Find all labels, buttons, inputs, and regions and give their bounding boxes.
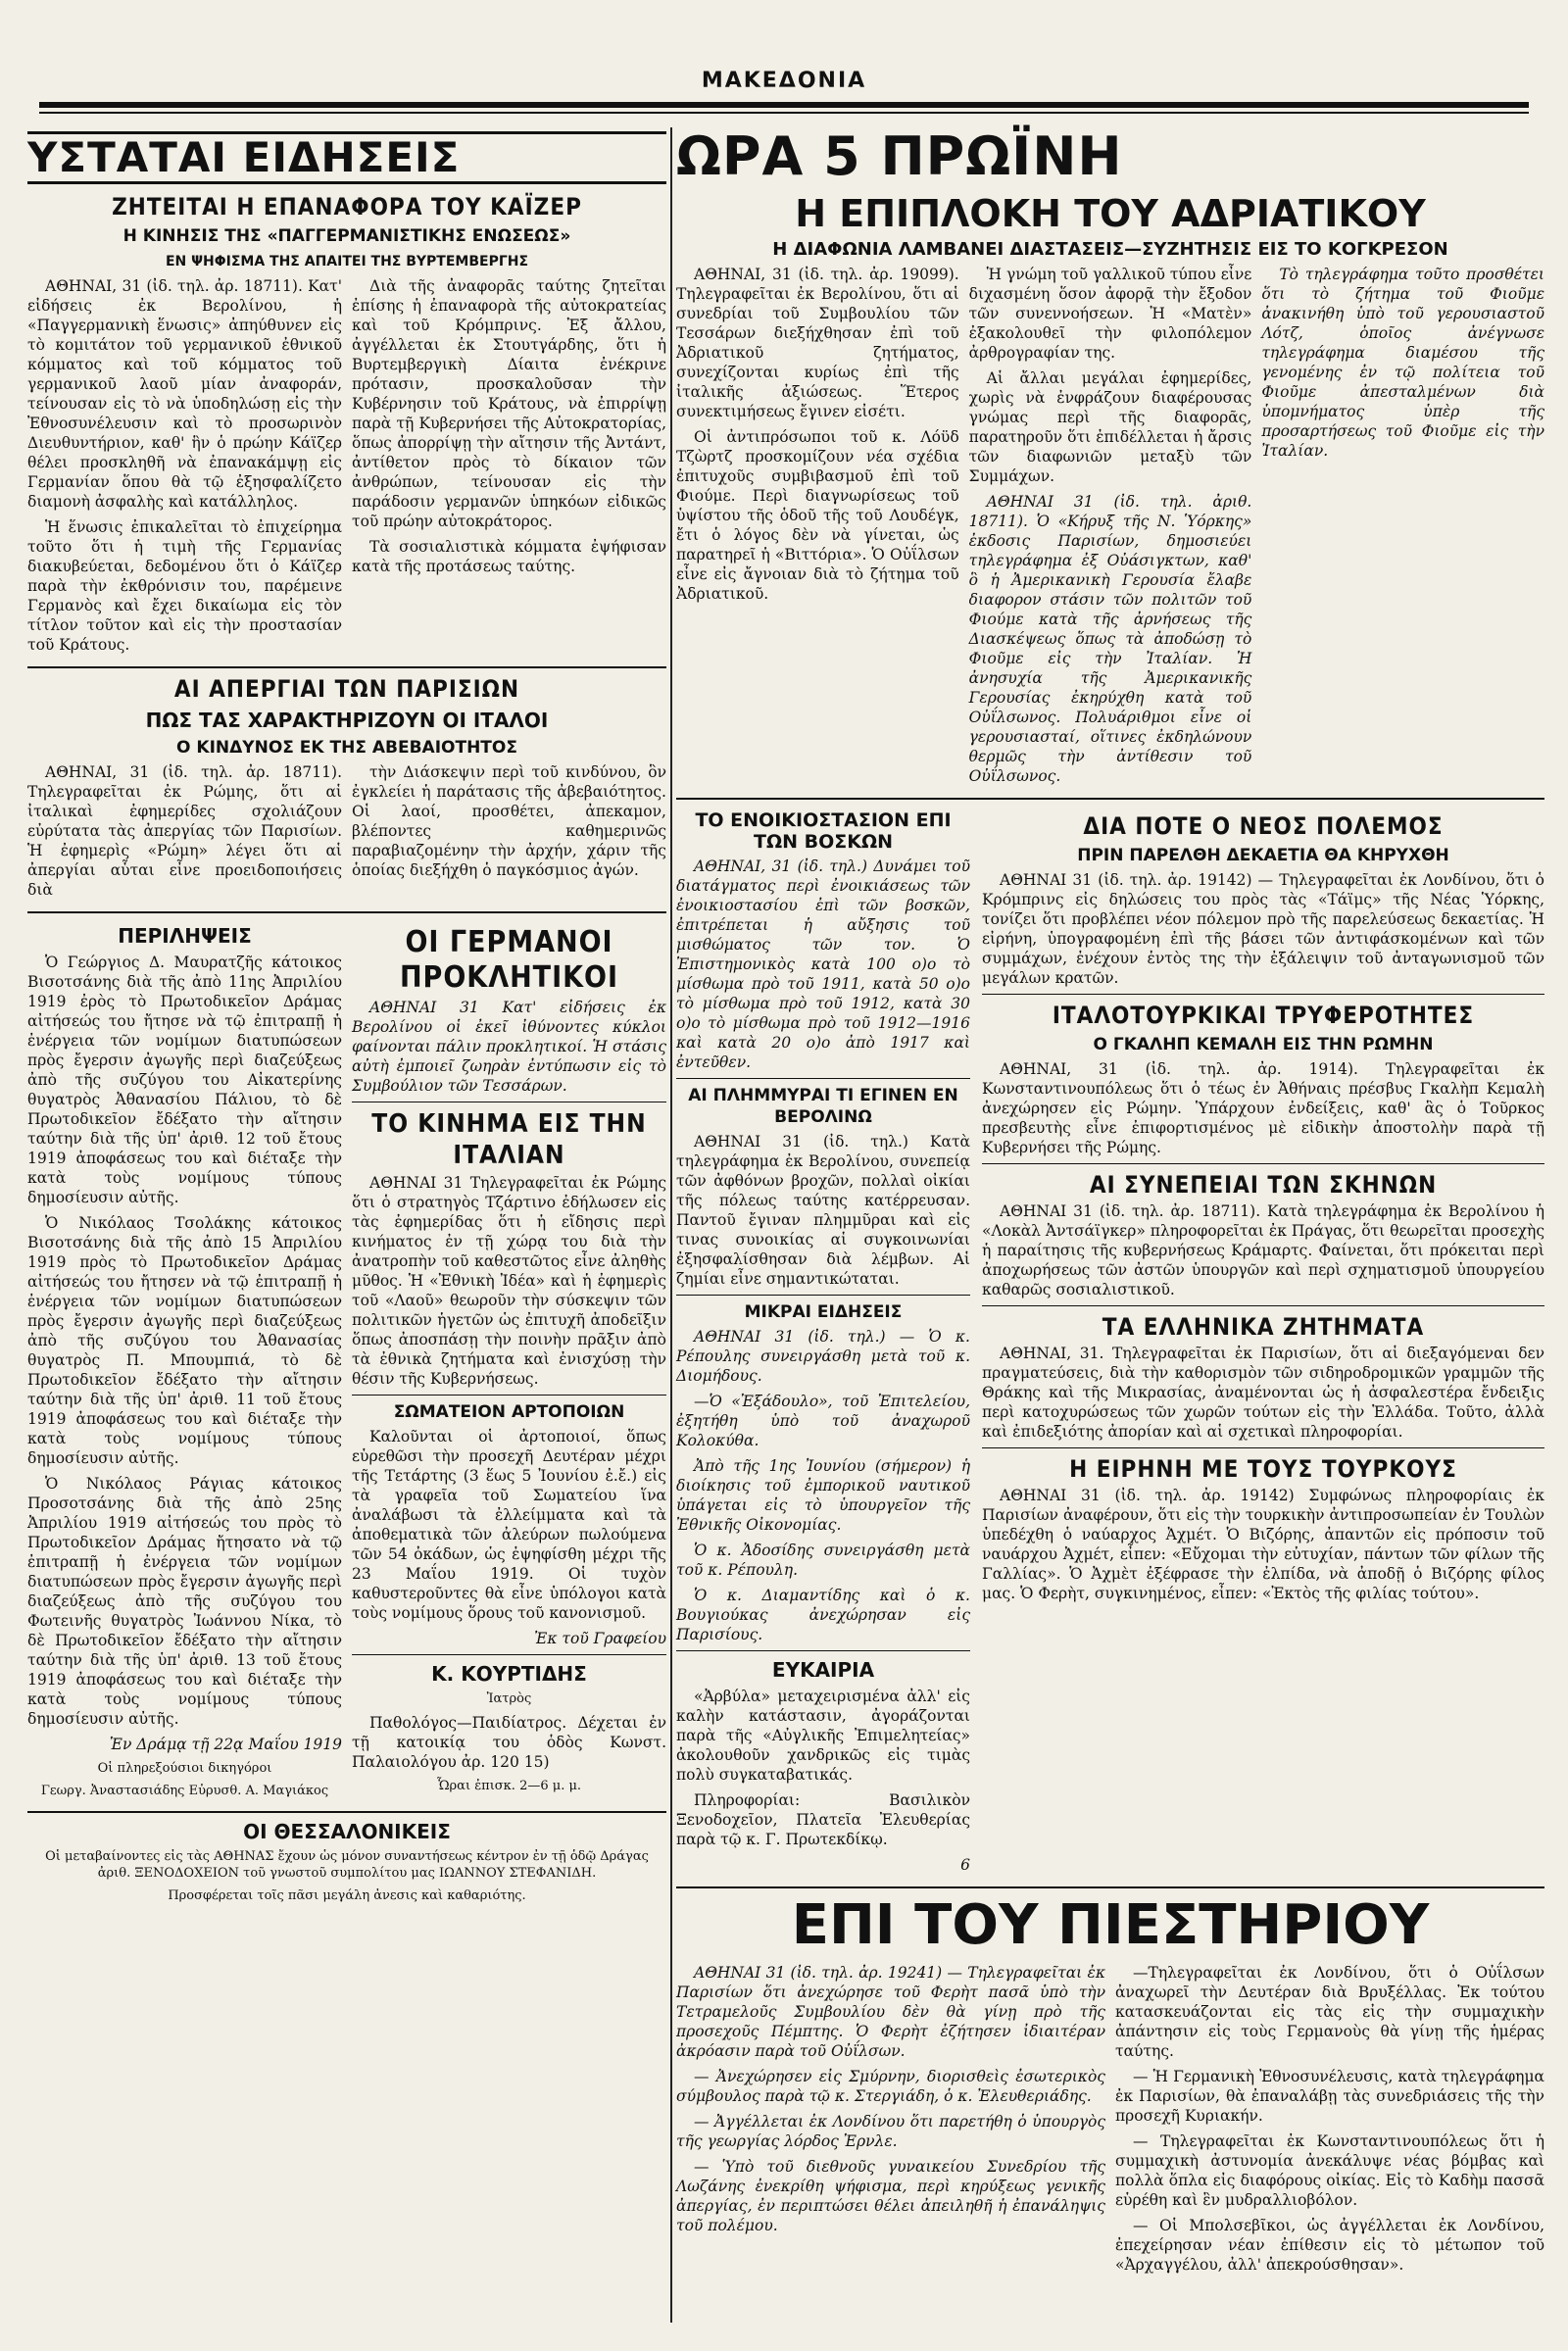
adriatic-subheadline: Η ΔΙΑΦΩΝΙΑ ΛΑΜΒΑΝΕΙ ΔΙΑΣΤΑΣΕΙΣ—ΣΥΖΗΤΗΣΙΣ ΕΙΣ ΤΟ ΚΟΓΚΡΕΣΟΝ [772,239,1448,260]
summary-paragraph: Ὁ Γεώργιος Δ. Μαυρατζῆς κάτοικος Βισοτσάνης διὰ τῆς ἀπὸ 11ης Ἀπριλίου 1919 ἐρὸς τὸ Πρωτοδικεῖον Δράμας αἰτήσεώς του ἤτησε νὰ τῷ ἐπιτραπῇ ἡ ἐνέργεια τῶν νομίμων διατυπώσεων πρὸς ἔγερσιν ἀγωγῆς περὶ διαζεύξεως ἀπὸ τῆς συζύγου του Αἰκατερίνης θυγατρὸς Ἀθανασίου Πάλιου, τὸ δὲ Πρωτοδικεῖον ἔδέξατο τὴν αἴτησιν ταύτην διὰ τῆς ὑπ' ἀριθ. 12 τοῦ ἔτους 1919 ἀποφάσεως του καὶ διέταξε τὴν κατὰ τοὺς νομίμους τύπους δημοσίευσιν αὐτῆς. [27,954,342,1206]
strikes-headline: ΑΙ ΑΠΕΡΓΙΑΙ ΤΩΝ ΠΑΡΙΣΙΩΝ [173,675,520,703]
strikes-article [27,762,666,906]
germans-paragraph: ΑΘΗΝΑΙ 31 Κατ' εἰδήσεις ἐκ Βερολίνου οἱ ἐκεῖ ἰθύνοντες κύκλοι φαίνονται πάλιν προκλητικοί. Ἡ στάσις αὐτὴ ἐμποιεῖ ζωηρὰν ἐντύπωσιν εἰς τὸ Συμβούλιον τῶν Τεσσάρων. [352,999,666,1095]
press-paragraph: — Ἀγγέλλεται ἐκ Λονδίνου ὅτι παρετήθη ὁ ὑπουργὸς τῆς γεωργίας λόρδος Ἐρνλε. [676,2113,1105,2150]
floods-headline: ΑΙ ΠΛΗΜΜΥΡΑΙ ΤΙ ΕΓΙΝΕΝ ΕΝ ΒΕΡΟΛΙΝΩ [688,1086,958,1127]
strikes-paragraph: ΑΘΗΝΑΙ, 31 (ἰδ. τηλ. ἀρ. 18711). Τηλεγραφεῖται ἐκ Ρώμης, ὅτι αἱ ἰταλικαὶ ἐφημερίδες σχολιάζουν εὐρύτατα τὰς ἀπεργίας τῶν Παρισίων. Ἡ ἐφημερὶς «Ρώμη» λέγει ὅτι αἱ ἀπεργίαι αὗται εἶνε προειδοποιήσεις διὰ [27,763,342,899]
summary-sign-role: Οἱ πληρεξούσιοι δικηγόροι [97,1761,272,1776]
separator [676,798,1544,800]
adriatic-article [676,265,1544,792]
italy-movement-paragraph: ΑΘΗΝΑΙ 31 Τηλεγραφεῖται ἐκ Ρώμης ὅτι ὁ στρατηγὸς Τζάρτινο ἐδήλωσεν εἰς τὰς ἐφημερίδας ὅτι ἡ εἴδησις περὶ κινήματος ἐν τῇ χώρᾳ του διὰ τὴν ἀνατροπὴν τοῦ καθεστῶτος εἶνε ἀληθὴς μῦθος. Ἡ «Ἐθνικὴ Ἰδέα» καὶ ἡ ἐφημερὶς τοῦ «Λαοῦ» θεωροῦν τὴν σύσκεψιν τῶν πολιτικῶν ἡγετῶν ὡς ἐπιτυχῆ ἀποδεῖξιν ὅπως ἀποσπάσῃ τὴν ποινὴν πρᾶξιν ἀπὸ τὰ ἐθνικὰ ζητήματα καὶ ἐνισχύσῃ τὴν θέσιν τῆς Κυβερνήσεως. [352,1174,666,1388]
peace-turks-headline: Η ΕΙΡΗΝΗ ΜΕ ΤΟΥΣ ΤΟΥΡΚΟΥΣ [1069,1455,1457,1483]
brief-news-item: Ἀπὸ τῆς 1ης Ἰουνίου (σήμερον) ἡ διοίκησις τοῦ ἐμπορικοῦ ναυτικοῦ ὑπάγεται εἰς τὸ ὑπουργεῖον τῆς Ἐθνικῆς Οἰκονομίας. [676,1457,970,1534]
kaiser-paragraph: ΑΘΗΝΑΙ, 31 (ἰδ. τηλ. ἀρ. 18711). Κατ' εἰδήσεις ἐκ Βερολίνου, ἡ «Παγγερμανικὴ ἕνωσις» ἀπηύθυνεν εἰς τὸ κομιτάτον τοῦ γερμανικοῦ ἐθνικοῦ κόμματος καὶ τοῦ κόμματος τοῦ γερμανικοῦ λαοῦ μίαν ἀναφοράν, τείνουσαν εἰς τὸ νὰ ὑποδηλώσῃ εἰς τὴν Ἐθνοσυνέλευσιν καὶ τὸ προσωρινὸν Διευθυντήριον, καθ' ἣν ὁ πρώην Κάϊζερ θέλει προσκληθῆ νὰ ἐπανακάμψῃ εἰς Γερμανίαν ὅπου θὰ τῷ ἐξησφαλίζετο διαμονὴ ἀσφαλὴς καὶ κατάλληλος. [27,277,342,511]
consequences-headline: ΑΙ ΣΥΝΕΠΕΙΑΙ ΤΩΝ ΣΚΗΝΩΝ [1089,1171,1438,1199]
doctor-name: Κ. ΚΟΥΡΤΙΔΗΣ [431,1662,587,1686]
press-paragraph: ΑΘΗΝΑΙ 31 (ἰδ. τηλ. ἀρ. 19241) — Τηλεγραφεῖται ἐκ Παρισίων ὅτι ἀνεχώρησε τοῦ Φερὴτ πασᾶ ὑπὸ τὴν Τετραμελοῦς Συμβουλίου δὲν θὰ γίνῃ πρὸ τῆς προσεχοῦς Πέμπτης. Ὁ Φερὴτ ἐζήτησεν ἰδιαιτέραν ἀκρόασιν παρὰ τοῦ Οὐΐλσων. [676,1964,1105,2060]
brief-news-item: —Ὁ «Ἐξάδουλο», τοῦ Ἐπιτελείου, ἐξητήθη ὑπὸ τοῦ ἀναχωροῦ Κολοκύθα. [676,1393,970,1449]
separator [27,1811,666,1813]
new-war-subheadline: ΠΡΙΝ ΠΑΡΕΛΘΗ ΔΕΚΑΕΤΙΑ ΘΑ ΚΗΡΥΧΘΗ [1077,846,1449,865]
adriatic-paragraph: ΑΘΗΝΑΙ 31 (ἰδ. τηλ. ἀριθ. 18711). Ὁ «Κήρυξ τῆς Ν. Ὑόρκης» ἐκδοσις Παρισίων, δημοσιεύει τηλεγράφημα ἐξ Οὐάσιγκτων, καθ' ὃ ἡ Ἀμερικανικὴ Γερουσία ἔλαβε διαφορον στάσιν τῶν πολιτῶν τοῦ Φιούμε κατὰ τῆς ἀρνήσεως τῆς Διασκέψεως ὅπως τὰ ἀποδώσῃ τὸ Φιοῦμε εἰς τὴν Ἰταλίαν. Ἡ ἀνησυχία τῆς Ἀμερικανικῆς Γερουσίας ἐκηρύχθη κατὰ τοῦ Οὐΐλσωνος. Πολυάριθμοι εἶνε οἱ γερουσιασταί, οἵτινες ἐκδηλώνουν θερμῶς τὴν ἀντίθεσιν τοῦ Οὐΐλσωνος. [968,493,1252,785]
brief-news-headline: ΜΙΚΡΑΙ ΕΙΔΗΣΕΙΣ [744,1302,903,1322]
kaiser-paragraph: Ἡ ἕνωσις ἐπικαλεῖται τὸ ἐπιχείρημα τοῦτο ὅτι ἡ τιμὴ τῆς Γερμανίας διακυβεύεται, δεδομένου ὅτι ὁ Κάϊζερ παρὰ τὴν ἐκθρόνισιν του, παρέμεινε Γερμανὸς καὶ ἔχει δικαίωμα εἰς τὸν τίτλον τοῦτον καὶ εἰς τὴν προστασίαν τοῦ Κράτους. [27,518,342,654]
separator [676,1295,970,1296]
greek-issues-paragraph: ΑΘΗΝΑΙ, 31. Τηλεγραφεῖται ἐκ Παρισίων, ὅτι αἱ διεξαγόμεναι δεν πραγματεύσεις, διὰ τὴν καθορισμὸν τῶν σιδηροδρομικῶν γραμμῶν τῆς Θράκης καὶ τῆς Μικρασίας, ἀναμένονται ὡς ἡ ἀσφαλεστέρα ἔνδειξις περὶ κατοχυρώσεως τῶν χωρῶν τούτων εἰς τὴν Ἑλλάδα. Τοῦτο, ἀλλὰ καὶ ἐπιδεξιότης ἀπορίαν καὶ αἱ σχετικαὶ πληροφορίαι. [982,1345,1544,1441]
peace-turks-paragraph: ΑΘΗΝΑΙ 31 (ἰδ. τηλ. ἀρ. 19142) Συμφώνως πληροφορίαις ἐκ Παρισίων ἀναφέρουν, ὅτι εἰς τὴν τουρκικὴν ἀντιπροσωπείαν ἐν Τουλὼν ὑπεδέχθη ὁ ναύαρχος Ἀχμέτ. Ὁ Βιζόρης, ἀπαντῶν εἰς πρόποσιν τοῦ ναυάρχου Ἀχμέτ, εἶπεν: «Εὔχομαι τὴν εὐτυχίαν, πάντων τῶν φίλων τῆς Γαλλίας». Ὁ Ἀχμὲτ ἐξέφρασε τὴν ἐλπίδα, νὰ ἀποδῇ ὁ Βιζόρης φίλος μας. Ὁ Φερὴτ, συγκινημένος, εἶπεν: «Ἐκτὸς τῆς φιλίας τούτου». [982,1487,1544,1602]
right-middle-section [676,806,1544,1881]
press-paragraph: — Οἱ Μπολσεβῖκοι, ὡς ἀγγέλλεται ἐκ Λονδίνου, ἐπεχείρησαν νέαν ἐπίθεσιν εἰς τὸ μέτωπον τοῦ «Ἀρχαγγέλου, ἀλλ' ἀπεκρούσθησαν». [1115,2217,1544,2274]
summaries-heading: ΠΕΡΙΛΗΨΕΙΣ [118,924,252,948]
summary-sign-date: Ἐν Δράμᾳ τῇ 22ᾳ Μαΐου 1919 [109,1736,342,1753]
right-narrow-column [676,806,970,1881]
kaiser-subheadline-2: ΕΝ ΨΗΦΙΣΜΑ ΤΗΣ ΑΠΑΙΤΕΙ ΤΗΣ ΒΥΡΤΕΜΒΕΡΓΗΣ [165,254,529,269]
press-paragraph: — Ἀνεχώρησεν εἰς Σμύρνην, διορισθεὶς ἐσωτερικὸς σύμβουλος παρὰ τῷ κ. Στεργιάδη, ὁ κ. Ἐλευθεριάδης. [676,2068,1105,2105]
opportunity-paragraph: Πληροφορίαι: Βασιλικὸν Ξενοδοχεῖον, Πλατεῖα Ἐλευθερίας παρὰ τῷ κ. Γ. Πρωτεκδίκῳ. [676,1791,970,1848]
doctor-title: Ἰατρὸς [486,1691,532,1706]
separator [27,666,666,668]
adriatic-paragraph: Ἡ γνώμη τοῦ γαλλικοῦ τύπου εἶνε διχασμένη ὅσον ἀφορᾷ τὴν ἔξοδον τῶν συνεννοήσεων. Ἡ «Ματὲν» ἐξακολουθεῖ τὴν φιλοπόλεμον ἀρθρογραφίαν της. [968,266,1252,362]
latest-news-banner: ΥΣΤΑΤΑΙ ΕΙΔΗΣΕΙΣ [27,131,666,184]
consequences-paragraph: ΑΘΗΝΑΙ 31 (ἰδ. τηλ. ἀρ. 18711). Κατὰ τηλεγράφημα ἐκ Βερολίνου ἡ «Λοκὰλ Ἀντσάϊγκερ» πληροφορεῖται ἐκ Πράγας, ὅτι θεωρεῖται προσεχὴς ἡ παραίτησις τῆς κυβερνήσεως Κράμαρτς. Φαίνεται, ὅτι πρόκειται περὶ ἀποχωρήσεως τῶν ἀστῶν ὑπουργῶν καὶ περὶ σχηματισμοῦ ὑπουργείου καθαρῶς σοσιαλιστικοῦ. [982,1202,1544,1298]
right-column [676,127,1544,2280]
press-paragraph: — Ὑπὸ τοῦ διεθνοῦς γυναικείου Συνεδρίου τῆς Λωζάνης ἐνεκρίθη ψήφισμα, περὶ κηρύξεως γενικῆς ἀπεργίας, ἐν περιπτώσει θέλει ἀπειληθῆ ἡ ἐπανάληψις τοῦ πολέμου. [676,2158,1105,2234]
new-war-headline: ΔΙΑ ΠΟΤΕ Ο ΝΕΟΣ ΠΟΛΕΜΟΣ [1083,812,1444,840]
press-article [676,1963,1544,2280]
separator [676,1886,1544,1888]
separator [352,1654,666,1655]
doctor-paragraph: Παθολόγος—Παιδίατρος. Δέχεται ἐν τῇ κατοικίᾳ του ὁδὸς Κωνστ. Παλαιολόγου ἀρ. 120 15) [352,1714,666,1771]
left-column [27,127,666,1910]
strikes-subheadline-2: Ο ΚΙΝΔΥΝΟΣ ΕΚ ΤΗΣ ΑΒΕΒΑΙΟΤΗΤΟΣ [176,738,517,758]
strikes-subheadline: ΠΩΣ ΤΑΣ ΧΑΡΑΚΤΗΡΙΖΟΥΝ ΟΙ ΙΤΑΛΟΙ [145,709,549,732]
right-wide-column [982,806,1544,1881]
opportunity-headline: ΕΥΚΑΙΡΙΑ [771,1658,875,1682]
strikes-paragraph: τὴν Διάσκεψιν περὶ τοῦ κινδύνου, ὃν ἐγκλείει ἡ παράτασις τῆς ἀβεβαιότητος. Οἱ λαοί, προσθέτει, ἀπεκαμον, βλέποντες καθημερινῶς παραβιαζομένην τὴν ἀρχήν, χάριν τῆς ὁποίας διεξήχθη ὁ παγκόσμιος ἀγών. [352,763,666,879]
summary-paragraph: Ὁ Νικόλαος Τσολάκης κάτοικος Βισοτσάνης διὰ τῆς ἀπὸ 15 Ἀπριλίου 1919 πρὸς τὸ Πρωτοδικεῖον Δράμας αἰτήσεώς του ἤτησεν νὰ τῷ ἐπιτραπῇ ἡ ἐνέργεια τῶν νομίμων διατυπώσεων πρὸς ἔγερσιν ἀγωγῆς περὶ διαζεύξεως ἀπὸ τῆς συζύγου του Ἀθανασίας θυγατρὸς Π. Μπουμπιά, τὸ δὲ Πρωτοδικεῖον ἔδέξατο τὴν αἴτησιν ταύτην διὰ τῆς ὑπ' ἀριθ. 11 τοῦ ἔτους 1919 ἀποφάσεως του καὶ διέταξε τὴν κατὰ τοὺς νομίμους τύπους δημοσίευσιν αὐτῆς. [27,1214,342,1467]
italo-turkish-headline: ΙΤΑΛΟΤΟΥΡΚΙΚΑΙ ΤΡΥΦΕΡΟΤΗΤΕΣ [1052,1002,1475,1029]
rent-headline: ΤΟ ΕΝΟΙΚΙΟΣΤΑΣΙΟΝ ΕΠΙ ΤΩΝ ΒΟΣΚΩΝ [695,809,952,853]
column-divider [670,127,672,2323]
italy-movement-headline: ΤΟ ΚΙΝΗΜΑ ΕΙΣ ΤΗΝ ΙΤΑΛΙΑΝ [371,1109,647,1170]
press-paragraph: —Τηλεγραφεῖται ἐκ Λονδίνου, ὅτι ὁ Οὐΐλσων ἀναχωρεῖ τὴν Δευτέραν διὰ Βρυξέλλας. Ἐκ τούτου κατασκευάζονται εἰς τὰς εἰς τὴν συμμαχικὴν ἀπάντησιν εἰς τοὺς Γερμανοὺς θὰ γίνῃ τῆς ἡμέρας ταύτης. [1115,1964,1544,2060]
masthead: ΜΑΚΕΔΟΝΙΑ [701,69,867,93]
brief-news-item: Ὁ κ. Ἀδοσίδης συνειργάσθη μετὰ τοῦ κ. Ρέπουλη. [676,1542,970,1579]
kaiser-paragraph: Τὰ σοσιαλιστικὰ κόμματα ἐψήφισαν κατὰ τῆς προτάσεως ταύτης. [352,538,666,575]
adriatic-paragraph: Αἱ ἄλλαι μεγάλαι ἐφημερίδες, χωρὶς νὰ ἐνφράζουν διαφέρουσας γνώμας περὶ τῆς διαφορᾶς, παρατηροῦν ὅτι ἐπιδέλλεται ἡ ἄρσις τῶν διαφωνιῶν μεταξὺ τῶν Συμμάχων. [968,369,1252,485]
italo-turkish-subheadline: Ο ΓΚΑΛΗΠ ΚΕΜΑΛΗ ΕΙΣ ΤΗΝ ΡΩΜΗΝ [1093,1035,1434,1054]
separator [982,1163,1544,1164]
separator [982,1447,1544,1448]
top-rule [39,102,1529,108]
adriatic-headline: Η ΕΠΙΠΛΟΚΗ ΤΟΥ ΑΔΡΙΑΤΙΚΟΥ [795,192,1426,235]
new-war-paragraph: ΑΘΗΝΑΙ 31 (ἰδ. τηλ. ἀρ. 19142) — Τηλεγραφεῖται ἐκ Λονδίνου, ὅτι ὁ Κρόμπρινς εἰς δηλώσεις του πρὸς τὰς «Τάϊμς» τῆς Νέας Ὑόρκης, τονίζει ὅτι προβλέπει νέον πόλεμον πρὸ τῆς παρελεύσεως δεκαετίας. Ἡ εἰρήνη, ὑπογραφομένη ἐπὶ τῆς βάσει τῶν ἀντιφάσκομένων καὶ τῶν συμμάχων, ἐνέχουν ἐντὸς της τὴν ἐξάλειψιν τοῦ ἀνταγωνισμοῦ τῶν μεγάλων κρατῶν. [982,871,1544,987]
greek-issues-headline: ΤΑ ΕΛΛΗΝΙΚΑ ΖΗΤΗΜΑΤΑ [1102,1313,1425,1341]
left-side-column [352,919,666,1805]
floods-paragraph: ΑΘΗΝΑΙ 31 (ἰδ. τηλ.) Κατὰ τηλεγράφημα ἐκ Βερολίνου, συνεπείᾳ τῶν ἀφθόνων βροχῶν, πολλαὶ οἰκίαι τῆς πόλεως ταύτης κατέρρευσαν. Παντοῦ ἔγιναν πλημμῦραι καὶ εἰς τινας συνοικίας αἱ συγκοινωνίαι ἐξησφαλίσθησαν διὰ λέμβων. Αἱ ζημίαι εἶνε σημαντικώταται. [676,1133,970,1288]
bakers-union-headline: ΣΩΜΑΤΕΙΟΝ ΑΡΤΟΠΟΙΩΝ [393,1402,625,1422]
doctor-hours: Ὧραι ἐπισκ. 2—6 μ. μ. [436,1779,582,1793]
separator [676,1650,970,1651]
rent-paragraph: ΑΘΗΝΑΙ, 31 (ἰδ. τηλ.) Δυνάμει τοῦ διατάγματος περὶ ἐνοικιάσεως τῶν ἐνοικιοστασίου ἐπὶ τῶν βοσκῶν, ἐπιτρέπεται ἡ αὔξησις τοῦ μισθώματος τῶν τον. Ὁ Ἐπιστημονικὸς κατὰ 100 ο)ο τὸ μίσθωμα πρὸ τοῦ 1911, κατὰ 50 ο)ο τὸ μίσθωμα πρὸ τοῦ 1912, κατὰ 30 ο)ο τὸ μίσθωμα πρὸ τοῦ 1912—1916 καὶ κατὰ 20 ο)ο ἀπὸ 1917 καὶ ἐντεῦθεν. [676,857,970,1071]
bakers-union-paragraph: Καλοῦνται οἱ ἀρτοποιοί, ὅπως εὑρεθῶσι τὴν προσεχῆ Δευτέραν μέχρι τῆς Τετάρτης (3 ἕως 5 Ἰουνίου ἐ.ἔ.) εἰς τὰ γραφεῖα τοῦ Σωματείου ἵνα ἀναλάβωσι τὰ ἐλλείμματα καὶ τὰ ἀποθεματικὰ τῶν ἀλεύρων πωλούμενα τῶν 54 ὀκάδων, ὡς ἐψηφίσθη μέχρι τῆς 23 Μαΐου 1919. Οἱ τυχὸν καθυστεροῦντες θὰ εἶνε ὑπόλογοι κατὰ τοὺς νομίμους ὅρους τοῦ κανονισμοῦ. [352,1428,666,1622]
press-headline: ΕΠΙ ΤΟΥ ΠΙΕΣΤΗΡΙΟΥ [791,1893,1430,1957]
brief-news-item: ΑΘΗΝΑΙ 31 (ἰδ. τηλ.) — Ὁ κ. Ρέπουλης συνειργάσθη μετὰ τοῦ κ. Διομήδους. [676,1328,970,1385]
separator [982,994,1544,995]
adriatic-paragraph: ΑΘΗΝΑΙ, 31 (ἰδ. τηλ. ἀρ. 19099). Τηλεγραφεῖται ἐκ Βερολίνου, ὅτι αἱ συνεδρίαι τοῦ Συμβουλίου τῶν Τεσσάρων διεξήχθησαν ἐπὶ τοῦ Ἀδριατικοῦ ζητήματος, συνεχίζονται κυρίως ἐπὶ τῆς ἰταλικῆς ἀξιώσεως. Ἕτερος συνεκτιμήσεως ἔγινεν εἰσέτι. [676,266,959,420]
separator [982,1305,1544,1306]
edition-time-banner: ΩΡΑ 5 ΠΡΩΪΝΗ [676,125,1123,187]
press-paragraph: — Τηλεγραφεῖται ἐκ Κωνσταντινουπόλεως ὅτι ἡ συμμαχικὴ ἀστυνομία ἀνεκάλυψε νέας βόμβας καὶ πολλὰ ὅπλα εἰς διαφόρους οἰκίας. Εἰς τὸ Καδὴμ πασσᾶ εὑρέθη καὶ ἓν μυδραλλιοβόλον. [1115,2132,1544,2209]
separator [352,1395,666,1396]
top-rule-thin [39,112,1529,114]
opportunity-number: 6 [960,1856,970,1874]
adriatic-paragraph: Τὸ τηλεγράφημα τοῦτο προσθέτει ὅτι τὸ ζήτημα τοῦ Φιοῦμε ἀνακινήθη ὑπὸ τοῦ γερουσιαστοῦ Λότζ, ὁποῖος ἀνέγνωσε τηλεγράφημα διαμέσου τῆς γενομένης ἐν τῷ πολίτεια τοῦ Φιοῦμε ἀπεσταλμένων διὰ ὑπομνήματος ὑπὲρ τῆς προσαρτήσεως τοῦ Φιοῦμε εἰς τὴν Ἰταλίαν. [1261,266,1545,460]
summaries-column [27,919,342,1805]
brief-news-item: Ὁ κ. Διαμαντίδης καὶ ὁ κ. Βουγιούκας ἀνεχώρησαν εἰς Παρισίους. [676,1587,970,1643]
separator [27,911,666,913]
adriatic-paragraph: Οἱ ἀντιπρόσωποι τοῦ κ. Λόϋδ Τζὼρτζ προσκομίζουν νέα σχέδια ἐπιτυχοῦς συμβιβασμοῦ ἐπὶ τοῦ Φιούμε. Περὶ διαγνωρίσεως τοῦ ὑψίστου τῆς ὁδοῦ τῆς τοῦ Λουδέγκ, ἔτι ὁ λόγος δὲν νὰ γίνεται, ὡς παρατηρεῖ ἡ «Βιττόρια». Ὁ Οὐΐλσων εἶνε εἰς ἄγνοιαν διὰ τὸ ζήτημα τοῦ Ἀδριατικοῦ. [676,428,959,603]
opportunity-paragraph: «Ἀρβύλα» μεταχειρισμένα ἀλλ' εἰς καλὴν κατάστασιν, ἀγοράζονται παρὰ τῆς «Αὐγλικῆς Ἐπιμελητείας» ἀκολουθοῦν χανδρικῶς εἰς τιμὰς πολὺ συγκαταβατικάς. [676,1688,970,1784]
separator [676,1078,970,1079]
summary-paragraph: Ὁ Νικόλαος Ράγιας κάτοικος Προσοτσάνης διὰ τῆς ἀπὸ 25ης Ἀπριλίου 1919 αἰτήσεώς του πρὸς τὸ Πρωτοδικεῖον Δράμας ἤτησατο νὰ τῷ ἐπιτραπῇ ἡ ἐνέργεια τῶν νομίμων διατυπώσεων πρὸς ἔγερσιν ἀγωγῆς περὶ διαζεύξεως ἀπὸ τῆς συζύγου του Φωτεινῆς θυγατρὸς Ἰωάννου Νίκα, τὸ δὲ Πρωτοδικεῖον ἔδέξατο τὴν αἴτησιν ταύτην διὰ τῆς ὑπ' ἀριθ. 13 τοῦ ἔτους 1919 ἀποφάσεως του καὶ διέταξε τὴν κατὰ τοὺς νομίμους τύπους δημοσίευσιν αὐτῆς. [27,1475,342,1728]
thessalonians-paragraph: Οἱ μεταβαίνοντες εἰς τὰς ΑΘΗΝΑΣ ἔχουν ὡς μόνον συναντήσεως κέντρον ἐν τῇ ὁδῷ Δράγας ἀριθ. ΞΕΝΟΔΟΧΕΙΟΝ τοῦ γνωστοῦ συμπολίτου μας ΙΩΑΝΝΟΥ ΣΤΕΦΑΝΙΔΗ. [45,1849,649,1881]
italo-turkish-paragraph: ΑΘΗΝΑΙ, 31 (ἰδ. τηλ. ἀρ. 1914). Τηλεγραφεῖται ἐκ Κωνσταντινουπόλεως ὅτι ὁ τέως ἐν Ἀθήναις πρέσβυς Γκαλὴπ Κεμαλὴ ἀνεχώρησεν εἰς Ρώμην. Ὑπάρχουν ἐνδείξεις, καθ' ἃς ὁ Τοῦρκος πρεσβευτὴς εἶνε ἐπιφορτισμένος μὲ εἰδικὴν ἀποστολὴν παρὰ τῇ Κυβερνήσει τῆς Ρώμης. [982,1060,1544,1156]
left-lower-section [27,919,666,1805]
thessalonians-headline: ΟΙ ΘΕΣΣΑΛΟΝΙΚΕΙΣ [243,1820,451,1843]
kaiser-paragraph: Διὰ τῆς ἀναφορᾶς ταύτης ζητεῖται ἐπίσης ἡ ἐπαναφορὰ τῆς αὐτοκρατείας καὶ τοῦ Κρόμπρινς. Ἐξ ἄλλου, ἀγγέλλεται ἐκ Στουτγάρδης, ὅτι ἡ Βυρτεμβεργικὴ Δίαιτα ἐνέκρινε πρότασιν, προσκαλοῦσαν τὴν Κυβέρνησιν τοῦ Κράτους, νὰ ἐπιρρίψῃ παρὰ τῇ Κυβερνήσει τῆς Αὐτοκρατορίας, ὅπως ἀπορρίψῃ τὴν αἴτησιν τῆς Ἀντάντ, ἀντίθετον πρὸς τὸ δίκαιον τῶν ἀνθρώπων, τείνουσαν εἰς τὴν παράδοσιν γερμανῶν ὑπηκόων εἰδικῶς τοῦ πρώην αὐτοκράτορος. [352,277,666,530]
germans-headline: ΟΙ ΓΕΡΜΑΝΟΙ ΠΡΟΚΛΗΤΙΚΟΙ [399,925,619,995]
thessalonians-paragraph-2: Προσφέρεται τοῖς πᾶσι μεγάλη ἀνεσις καὶ καθαριότης. [168,1888,526,1903]
kaiser-subheadline: Η ΚΙΝΗΣΙΣ ΤΗΣ «ΠΑΓΓΕΡΜΑΝΙΣΤΙΚΗΣ ΕΝΩΣΕΩΣ» [122,226,571,246]
summary-sign-names: Γεωργ. Ἀναστασιάδης Εὐρυσθ. Α. Μαγιάκος [40,1784,329,1798]
bakers-union-sign: Ἐκ τοῦ Γραφείου [534,1630,666,1647]
kaiser-article [27,276,666,661]
kaiser-headline: ΖΗΤΕΙΤΑΙ Η ΕΠΑΝΑΦΟΡΑ ΤΟΥ ΚΑΪΖΕΡ [112,193,582,220]
press-paragraph: — Ἡ Γερμανικὴ Ἐθνοσυνέλευσις, κατὰ τηλεγράφημα ἐκ Παρισίων, θὰ ἐπαναλάβῃ τὰς συνεδριάσεις τῆς τὴν προσεχῆ Κυριακήν. [1115,2068,1544,2125]
